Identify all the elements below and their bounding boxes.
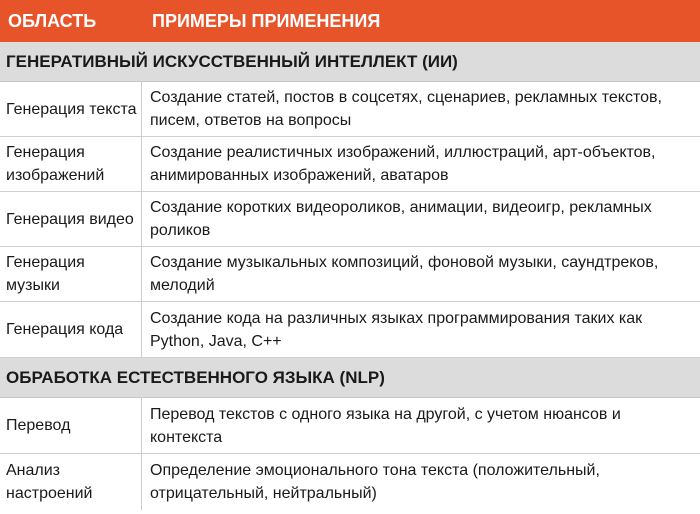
row-area: Генерация кода	[0, 302, 142, 357]
table-row	[0, 192, 700, 247]
header-examples: ПРИМЕРЫ ПРИМЕНЕНИЯ	[152, 10, 381, 31]
table-row	[0, 398, 700, 454]
row-examples: Создание кода на различных языках программирования таких как Python, Java, C++	[150, 309, 643, 350]
header-area: ОБЛАСТЬ	[8, 10, 97, 31]
row-examples: Создание музыкальных композиций, фоновой музыки, саундтреков, мелодий	[150, 254, 659, 294]
row-examples: Перевод текстов с одного языка на другой, с учетом нюансов и контекста	[150, 405, 621, 446]
row-area: Генерация видео	[0, 192, 142, 246]
row-area: Перевод	[0, 398, 142, 453]
row-examples: Определение эмоционального тона текста (положительный, отрицательный, нейтральный)	[150, 462, 600, 502]
table-row	[0, 247, 700, 302]
row-examples: Создание реалистичных изображений, иллюстраций, арт-объектов, анимированных изображений, аватаров	[150, 144, 656, 184]
row-examples: Создание статей, постов в соцсетях, сценариев, рекламных текстов, писем, ответов на вопросы	[150, 89, 662, 129]
section-title-nlp: ОБРАБОТКА ЕСТЕСТВЕННОГО ЯЗЫКА (NLP)	[0, 358, 700, 398]
row-area: Генерация музыки	[0, 247, 142, 301]
table-row	[0, 302, 700, 358]
row-area: Генерация изображений	[0, 137, 142, 191]
section-title-genai: ГЕНЕРАТИВНЫЙ ИСКУССТВЕННЫЙ ИНТЕЛЛЕКТ (ИИ)	[0, 42, 700, 82]
row-area: Анализ настроений	[0, 454, 142, 510]
row-area: Генерация текста	[0, 82, 142, 136]
table-row	[0, 137, 700, 192]
row-examples: Создание коротких видеороликов, анимации, видеоигр, рекламных роликов	[150, 199, 652, 239]
table-row	[0, 82, 700, 137]
table-header	[0, 0, 700, 42]
table-row	[0, 454, 700, 510]
